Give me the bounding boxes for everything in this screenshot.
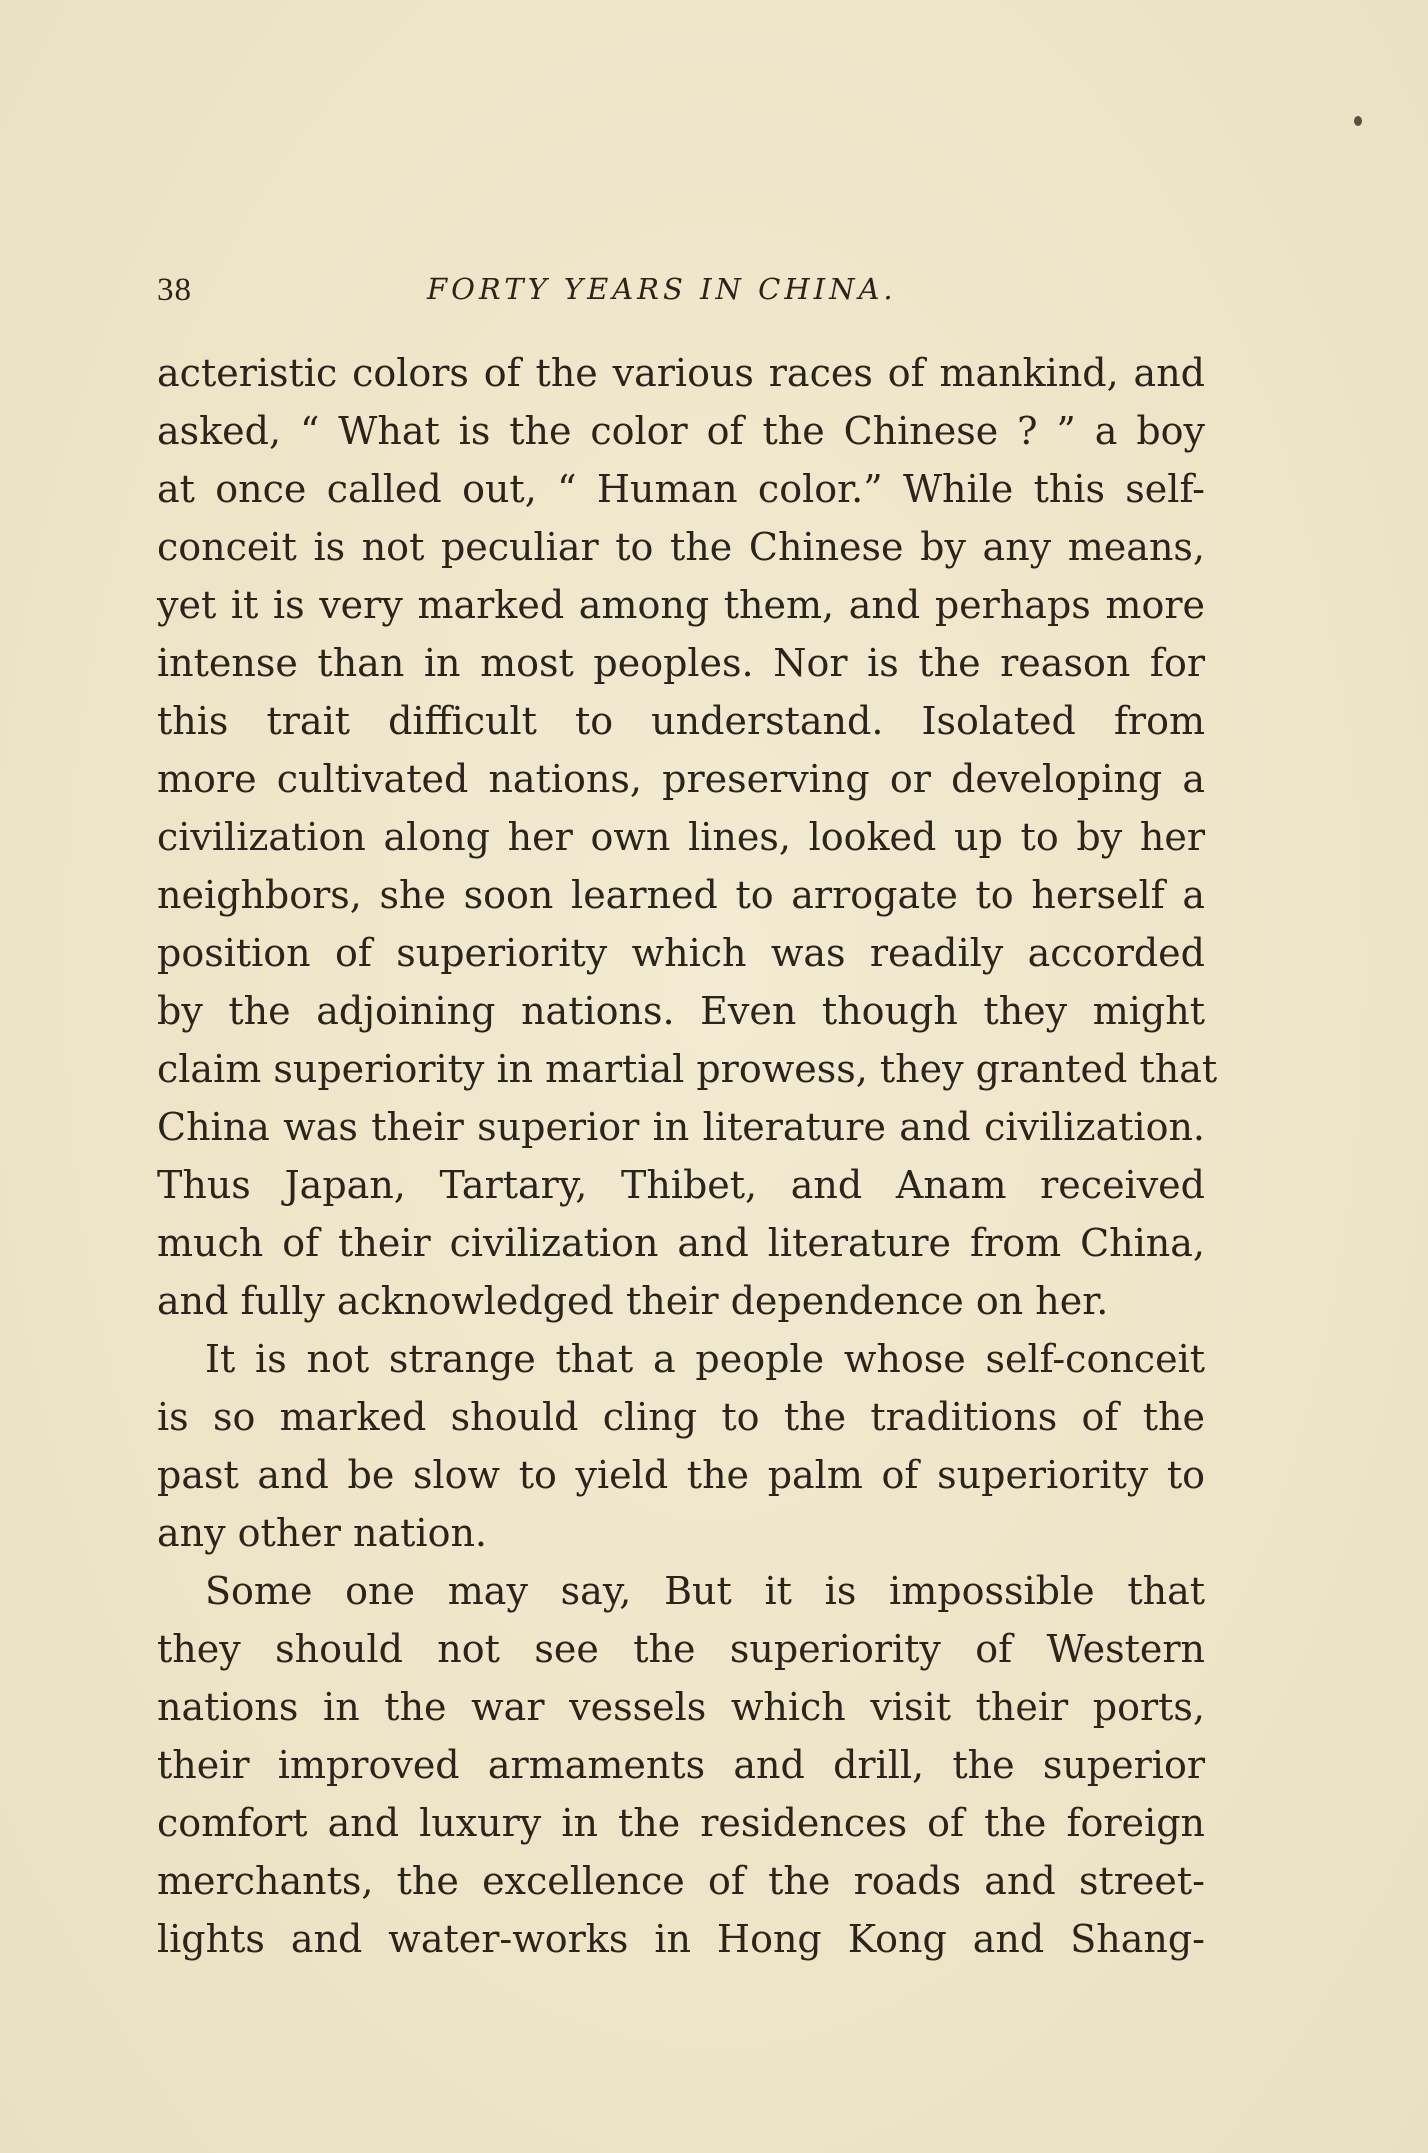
text-line: intense than in most peoples. Nor is the reason for: [157, 641, 1205, 685]
text-line: is so marked should cling to the traditions of the: [157, 1395, 1205, 1439]
text-line: Thus Japan, Tartary, Thibet, and Anam received: [157, 1163, 1205, 1207]
text-line: neighbors, she soon learned to arrogate to herself a: [157, 873, 1205, 917]
text-line: asked, “ What is the color of the Chinese ? ” a boy: [157, 409, 1205, 453]
ink-speck: [1354, 116, 1362, 126]
text-line: past and be slow to yield the palm of superiority to: [157, 1453, 1205, 1497]
text-line: civilization along her own lines, looked up to by her: [157, 815, 1205, 859]
text-line: conceit is not peculiar to the Chinese by any means,: [157, 525, 1205, 569]
text-line: by the adjoining nations. Even though they might: [157, 989, 1205, 1033]
text-line: claim superiority in martial prowess, they granted that: [157, 1047, 1218, 1091]
text-line: nations in the war vessels which visit their ports,: [157, 1685, 1205, 1729]
text-line: yet it is very marked among them, and perhaps more: [157, 583, 1205, 627]
text-line: more cultivated nations, preserving or developing a: [157, 757, 1205, 801]
text-line: comfort and luxury in the residences of the foreign: [157, 1801, 1205, 1845]
body-text: [157, 344, 1218, 1968]
paragraph-end-line: and fully acknowledged their dependence on her.: [157, 1279, 1109, 1323]
text-line: China was their superior in literature and civilization.: [157, 1105, 1205, 1149]
page-number: 38: [157, 272, 192, 308]
text-line: they should not see the superiority of Western: [157, 1627, 1205, 1671]
paragraph-start-line: It is not strange that a people whose self-conceit: [205, 1337, 1205, 1381]
running-head: [157, 272, 1207, 316]
running-title: FORTY YEARS IN CHINA.: [427, 272, 897, 306]
text-line: at once called out, “ Human color.” While this self-: [157, 467, 1205, 511]
text-line: merchants, the excellence of the roads and street-: [157, 1859, 1205, 1903]
text-line: their improved armaments and drill, the superior: [157, 1743, 1205, 1787]
text-line: position of superiority which was readily accorded: [157, 931, 1205, 975]
paragraph-end-line: any other nation.: [157, 1511, 488, 1555]
text-line: this trait difficult to understand. Isolated from: [157, 699, 1205, 743]
text-line: much of their civilization and literature from China,: [157, 1221, 1205, 1265]
paragraph-start-line: Some one may say, But it is impossible that: [205, 1569, 1205, 1613]
text-line: lights and water-works in Hong Kong and Shang-: [157, 1917, 1205, 1961]
text-line: acteristic colors of the various races of mankind, and: [157, 351, 1205, 395]
